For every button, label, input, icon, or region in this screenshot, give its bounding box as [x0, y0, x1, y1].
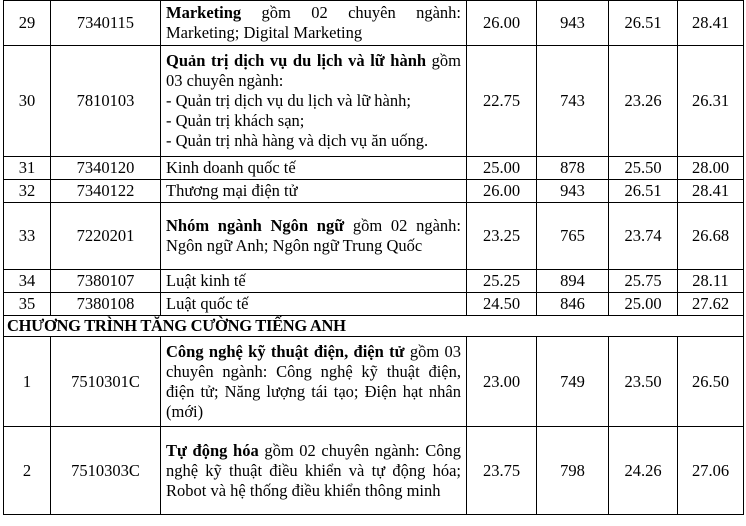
score-1: 23.75 [467, 427, 537, 515]
program-code: 7340115 [51, 1, 161, 46]
count: 943 [537, 1, 609, 46]
table-row [4, 203, 744, 270]
program-description [161, 293, 467, 316]
score-2: 23.50 [609, 337, 678, 427]
program-code: 7380108 [51, 293, 161, 316]
admission-table [3, 0, 744, 515]
row-number: 35 [4, 293, 51, 316]
score-2: 24.26 [609, 427, 678, 515]
section-body [4, 337, 744, 515]
program-subitem: - Quản trị dịch vụ du lịch và lữ hành; [166, 91, 411, 110]
program-description [161, 337, 467, 427]
score-3: 28.41 [678, 180, 744, 203]
section-header [4, 316, 744, 337]
program-details: gồm 02 chuyên ngành: Marketing; Digital Marketing [166, 3, 461, 42]
score-1: 26.00 [467, 1, 537, 46]
table-row [4, 427, 744, 515]
program-details: Luật quốc tế [166, 294, 249, 313]
program-subitem: - Quản trị khách sạn; [166, 111, 305, 130]
count: 743 [537, 46, 609, 157]
program-description [161, 1, 467, 46]
table-row [4, 270, 744, 293]
row-number: 31 [4, 157, 51, 180]
score-2: 26.51 [609, 1, 678, 46]
program-subitem: - Quản trị nhà hàng và dịch vụ ăn uống. [166, 131, 429, 150]
table-row [4, 293, 744, 316]
row-number: 34 [4, 270, 51, 293]
program-details: Thương mại điện tử [166, 181, 298, 200]
score-2: 23.74 [609, 203, 678, 270]
row-number: 29 [4, 1, 51, 46]
score-1: 23.25 [467, 203, 537, 270]
score-3: 26.68 [678, 203, 744, 270]
score-3: 26.50 [678, 337, 744, 427]
program-description [161, 203, 467, 270]
score-2: 25.75 [609, 270, 678, 293]
program-details: Kinh doanh quốc tế [166, 158, 296, 177]
row-number: 33 [4, 203, 51, 270]
program-details: gồm 03 chuyên ngành: [166, 51, 461, 90]
score-1: 23.00 [467, 337, 537, 427]
program-code: 7340122 [51, 180, 161, 203]
row-number: 32 [4, 180, 51, 203]
program-code: 7510303C [51, 427, 161, 515]
table-row [4, 337, 744, 427]
program-description [161, 427, 467, 515]
section-row [4, 316, 744, 337]
program-title: Quản trị dịch vụ du lịch và lữ hành [166, 51, 427, 70]
program-title: Marketing [166, 3, 242, 22]
score-2: 23.26 [609, 46, 678, 157]
count: 943 [537, 180, 609, 203]
score-3: 26.31 [678, 46, 744, 157]
table-body [4, 1, 744, 316]
score-2: 25.00 [609, 293, 678, 316]
score-1: 25.00 [467, 157, 537, 180]
section-title: CHƯƠNG TRÌNH TĂNG CƯỜNG TIẾNG ANH [4, 316, 744, 337]
program-code: 7220201 [51, 203, 161, 270]
program-title: Công nghệ kỹ thuật điện, điện tử [166, 341, 405, 361]
score-3: 28.41 [678, 1, 744, 46]
program-code: 7380107 [51, 270, 161, 293]
score-2: 25.50 [609, 157, 678, 180]
count: 878 [537, 157, 609, 180]
score-2: 26.51 [609, 180, 678, 203]
count: 749 [537, 337, 609, 427]
count: 894 [537, 270, 609, 293]
program-description [161, 270, 467, 293]
program-details: Luật kinh tế [166, 271, 246, 290]
table-row [4, 1, 744, 46]
score-3: 28.00 [678, 157, 744, 180]
program-details: gồm 02 ngành: Ngôn ngữ Anh; Ngôn ngữ Trung Quốc [166, 216, 461, 255]
count: 846 [537, 293, 609, 316]
score-1: 25.25 [467, 270, 537, 293]
program-description [161, 180, 467, 203]
program-code: 7510301C [51, 337, 161, 427]
score-3: 28.11 [678, 270, 744, 293]
count: 798 [537, 427, 609, 515]
row-number: 2 [4, 427, 51, 515]
row-number: 30 [4, 46, 51, 157]
count: 765 [537, 203, 609, 270]
program-details: gồm 02 chuyên ngành: Công nghệ kỹ thuật điều khiển và tự động hóa; Robot và hệ thống điều khiển thông minh [166, 440, 461, 500]
program-description [161, 46, 467, 157]
table-row [4, 180, 744, 203]
program-code: 7810103 [51, 46, 161, 157]
program-details: gồm 03 chuyên ngành: Công nghệ kỹ thuật điện, điện tử; Năng lượng tái tạo; Điện hạt nhân (mới) [166, 341, 461, 421]
score-1: 22.75 [467, 46, 537, 157]
program-title: Tự động hóa [166, 440, 259, 460]
row-number: 1 [4, 337, 51, 427]
score-3: 27.06 [678, 427, 744, 515]
table-row [4, 157, 744, 180]
score-1: 26.00 [467, 180, 537, 203]
program-description [161, 157, 467, 180]
program-title: Nhóm ngành Ngôn ngữ [166, 216, 345, 235]
table-row [4, 46, 744, 157]
score-1: 24.50 [467, 293, 537, 316]
score-3: 27.62 [678, 293, 744, 316]
program-code: 7340120 [51, 157, 161, 180]
